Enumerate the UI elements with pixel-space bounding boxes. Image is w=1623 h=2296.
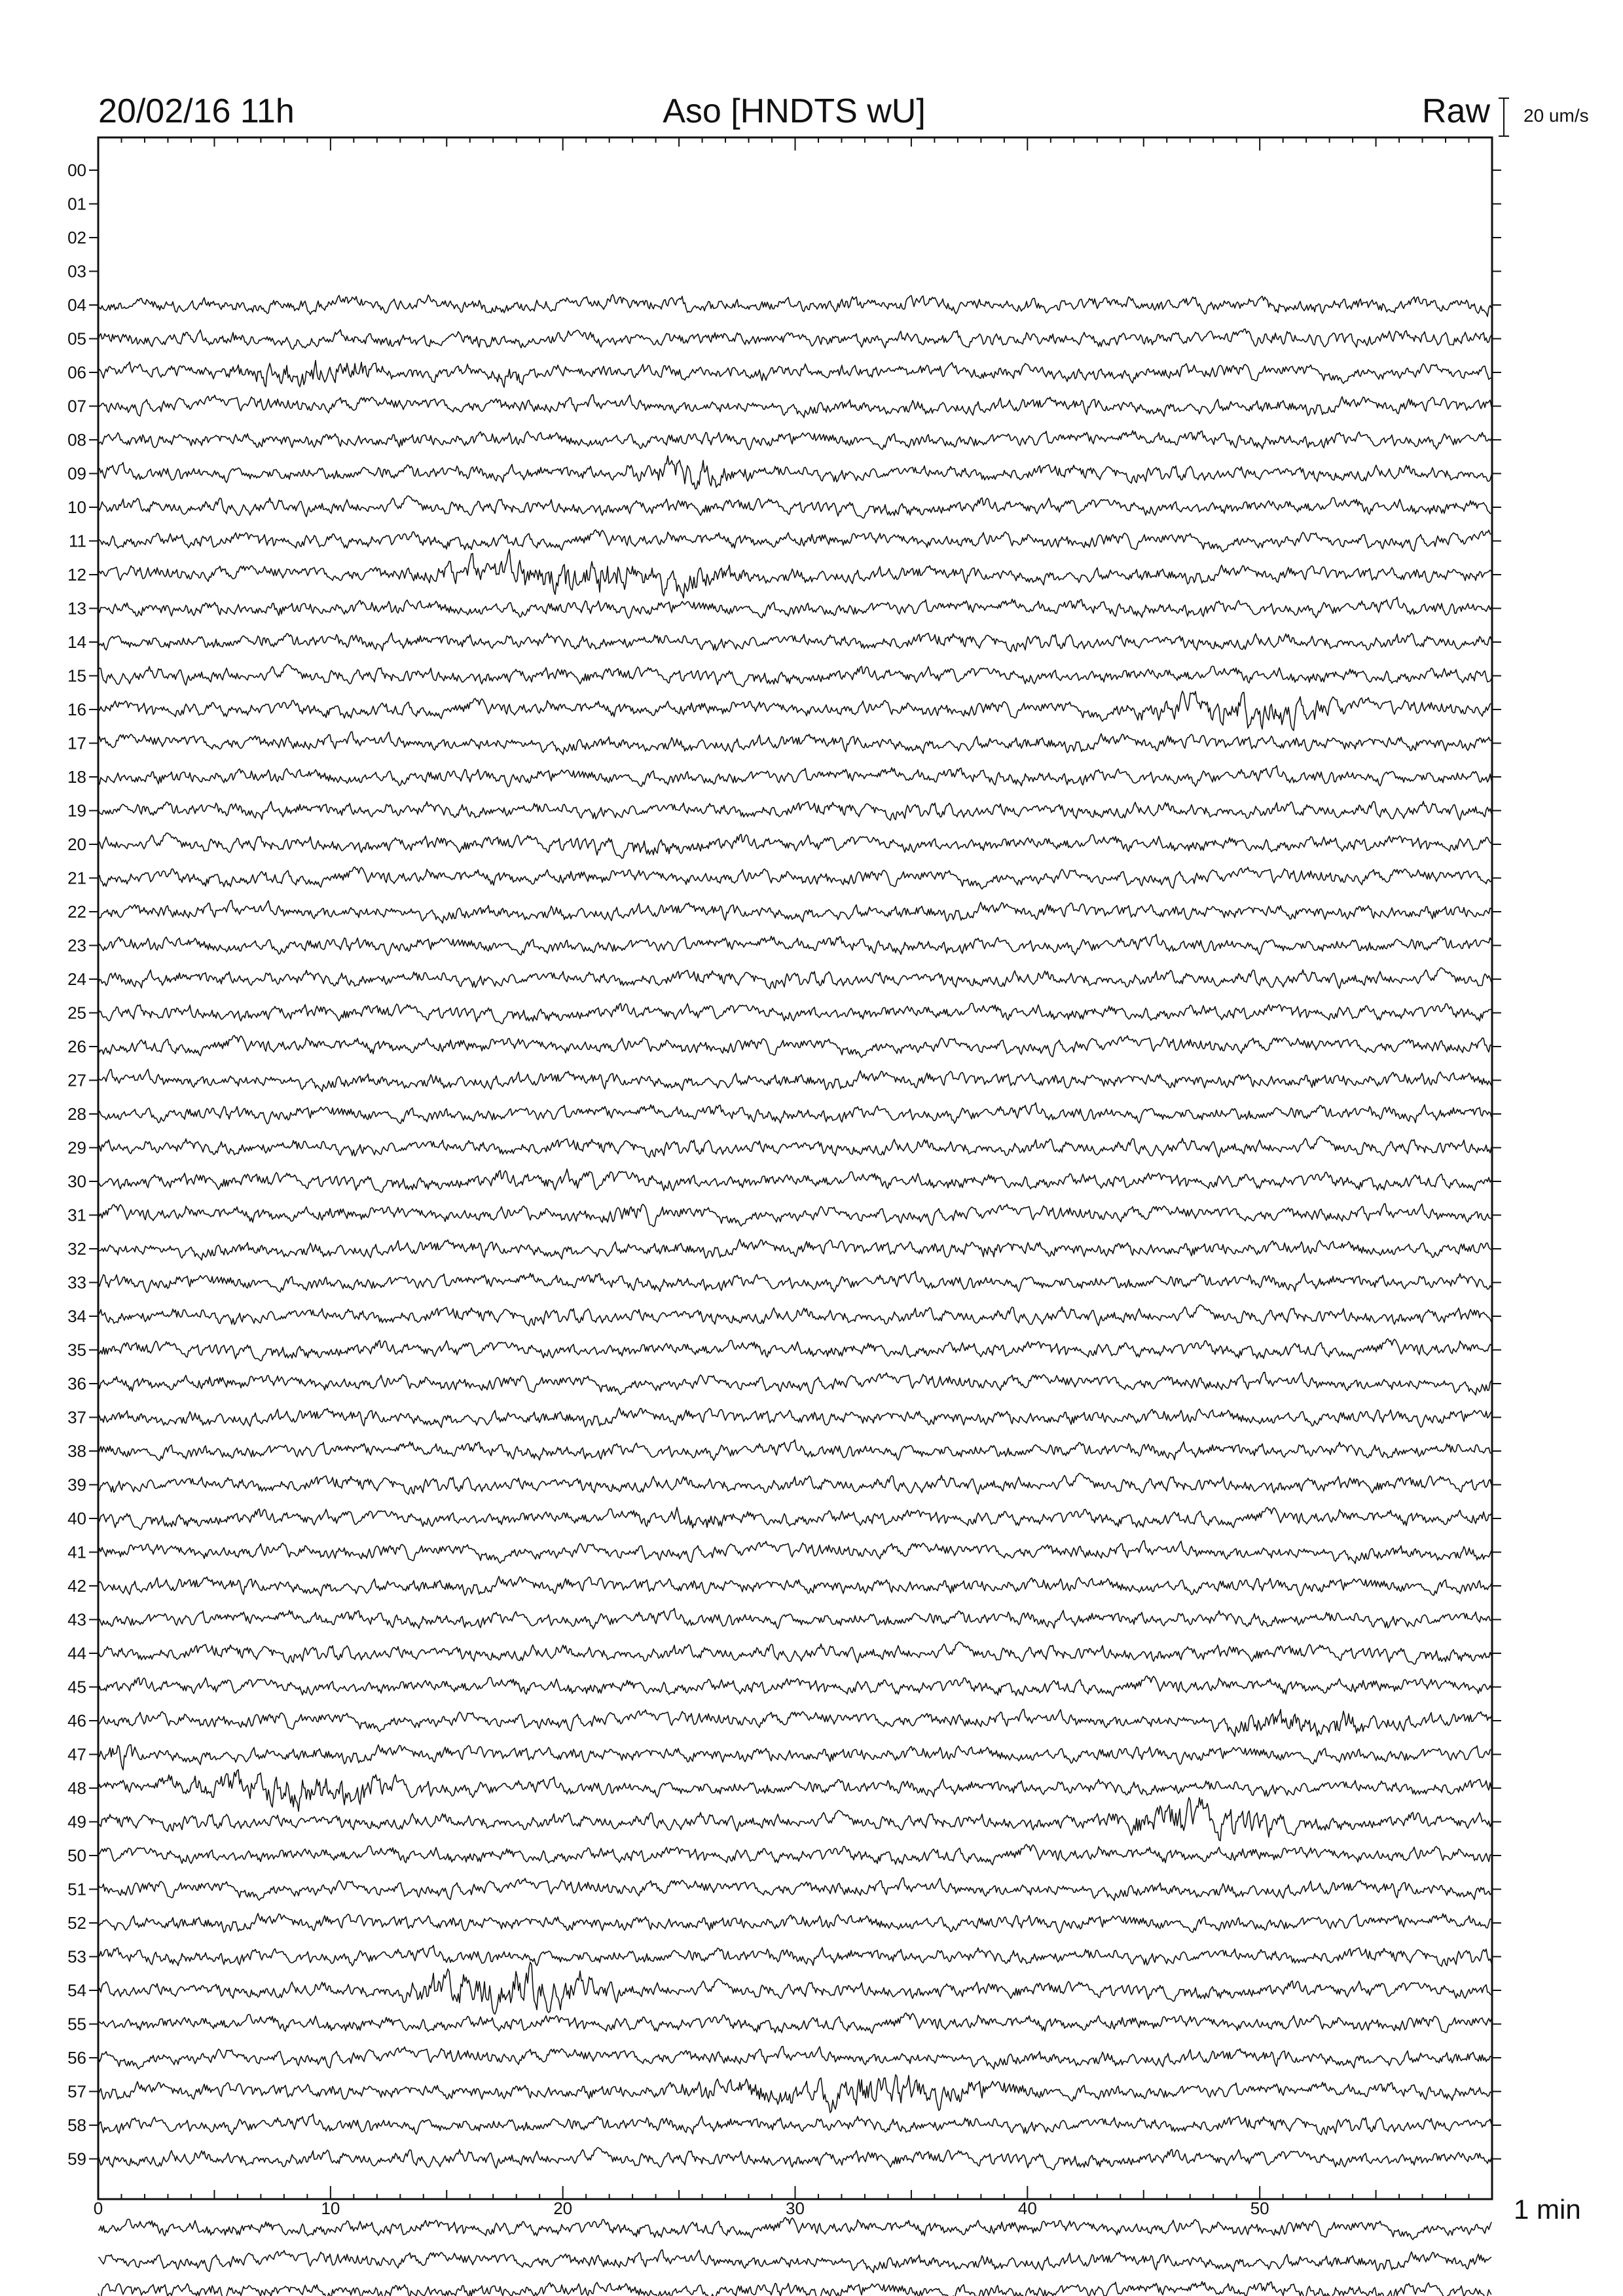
trace-row-41 xyxy=(98,1541,1491,1564)
continuation-traces xyxy=(98,2217,1491,2296)
hour-label-37: 37 xyxy=(67,1407,86,1427)
hour-label-03: 03 xyxy=(67,261,86,281)
trace-row-15 xyxy=(98,664,1491,687)
hour-label-15: 15 xyxy=(67,666,86,686)
trace-row-46 xyxy=(98,1710,1491,1737)
hour-label-34: 34 xyxy=(67,1306,86,1326)
trace-row-47 xyxy=(98,1745,1491,1770)
hour-label-22: 22 xyxy=(67,902,86,922)
x-tick-labels xyxy=(94,2198,1269,2218)
trace-row-09 xyxy=(98,456,1491,489)
trace-row-19 xyxy=(98,801,1491,820)
trace-row-29 xyxy=(98,1136,1491,1157)
trace-row-39 xyxy=(98,1473,1491,1494)
trace-row-37 xyxy=(98,1408,1491,1427)
hour-label-42: 42 xyxy=(67,1576,86,1596)
trace-row-20 xyxy=(98,833,1491,859)
x-tick-label-40: 40 xyxy=(1017,2198,1037,2218)
trace-row-54 xyxy=(98,1962,1491,2014)
x-tick-label-50: 50 xyxy=(1250,2198,1269,2218)
trace-row-58 xyxy=(98,2114,1491,2135)
trace-row-35 xyxy=(98,1339,1491,1361)
trace-row-08 xyxy=(98,431,1491,450)
hour-label-59: 59 xyxy=(67,2149,86,2169)
trace-row-07 xyxy=(98,395,1491,418)
trace-row-27 xyxy=(98,1069,1491,1092)
trace-row-44 xyxy=(98,1642,1491,1664)
hour-label-55: 55 xyxy=(67,2014,86,2034)
mode-label: Raw xyxy=(1421,92,1490,130)
trace-row-38 xyxy=(98,1440,1491,1461)
x-tick-label-30: 30 xyxy=(786,2198,805,2218)
trace-row-17 xyxy=(98,732,1491,755)
hour-label-33: 33 xyxy=(67,1272,86,1293)
hour-label-52: 52 xyxy=(67,1913,86,1933)
trace-row-16 xyxy=(98,691,1491,730)
hour-label-40: 40 xyxy=(67,1509,86,1528)
hour-label-07: 07 xyxy=(67,396,86,416)
trace-row-50 xyxy=(98,1844,1491,1865)
hour-label-24: 24 xyxy=(67,969,86,989)
trace-row-26 xyxy=(98,1035,1491,1058)
bottom-ticks xyxy=(98,2186,1492,2199)
hour-label-23: 23 xyxy=(67,935,86,956)
hour-label-50: 50 xyxy=(67,1846,86,1865)
trace-row-04 xyxy=(98,295,1491,317)
trace-row-10 xyxy=(98,496,1491,518)
hour-label-36: 36 xyxy=(67,1374,86,1393)
x-tick-label-10: 10 xyxy=(321,2198,340,2218)
hour-label-30: 30 xyxy=(67,1172,86,1191)
trace-row-43 xyxy=(98,1608,1491,1629)
trace-row-34 xyxy=(98,1305,1491,1326)
trace-row-45 xyxy=(98,1676,1491,1696)
hour-label-09: 09 xyxy=(67,463,86,484)
x-unit-label: 1 min xyxy=(1514,2194,1581,2225)
hour-label-54: 54 xyxy=(67,1981,86,2000)
trace-row-22 xyxy=(98,901,1491,924)
hour-label-11: 11 xyxy=(69,531,86,551)
hour-label-13: 13 xyxy=(67,598,86,619)
trace-row-53 xyxy=(98,1945,1491,1966)
trace-row-57 xyxy=(98,2075,1491,2113)
hour-label-41: 41 xyxy=(67,1542,86,1562)
trace-row-06 xyxy=(98,361,1491,387)
hour-label-14: 14 xyxy=(67,632,86,652)
trace-row-40 xyxy=(98,1507,1491,1530)
trace-row-33 xyxy=(98,1271,1491,1292)
hour-label-44: 44 xyxy=(67,1643,86,1663)
hour-label-53: 53 xyxy=(67,1946,86,1967)
trace-row-52 xyxy=(98,1913,1491,1933)
hour-label-00: 00 xyxy=(67,160,86,180)
hour-label-27: 27 xyxy=(67,1070,86,1090)
x-tick-label-0: 0 xyxy=(93,2198,103,2218)
trace-row-51 xyxy=(98,1878,1491,1901)
x-tick-label-20: 20 xyxy=(553,2198,573,2218)
hour-label-16: 16 xyxy=(67,700,86,719)
trace-row-14 xyxy=(98,633,1491,652)
trace-row-59 xyxy=(98,2147,1491,2170)
traces xyxy=(98,295,1491,2170)
hour-label-38: 38 xyxy=(67,1441,86,1461)
continuation-trace xyxy=(98,2282,1491,2296)
trace-row-28 xyxy=(98,1103,1491,1124)
trace-row-24 xyxy=(98,968,1491,989)
trace-row-32 xyxy=(98,1239,1491,1260)
trace-row-18 xyxy=(98,766,1491,787)
side-ticks xyxy=(89,170,1501,2159)
hour-label-48: 48 xyxy=(67,1778,86,1798)
hour-label-19: 19 xyxy=(67,800,86,821)
continuation-trace xyxy=(98,2250,1491,2273)
trace-row-49 xyxy=(98,1797,1491,1840)
hour-label-29: 29 xyxy=(67,1138,86,1158)
hour-label-12: 12 xyxy=(67,565,86,584)
hour-label-51: 51 xyxy=(67,1879,86,1899)
hour-label-17: 17 xyxy=(67,733,86,753)
hour-label-10: 10 xyxy=(67,497,86,517)
hour-label-01: 01 xyxy=(67,194,86,214)
trace-row-23 xyxy=(98,934,1491,955)
hour-label-20: 20 xyxy=(67,834,86,854)
hour-label-35: 35 xyxy=(67,1340,86,1360)
hour-label-25: 25 xyxy=(67,1003,86,1023)
chart-title: Aso [HNDTS wU] xyxy=(663,92,926,130)
hour-label-32: 32 xyxy=(67,1239,86,1259)
hour-label-08: 08 xyxy=(67,430,86,450)
hour-label-04: 04 xyxy=(67,295,86,315)
hour-label-46: 46 xyxy=(67,1711,86,1731)
trace-row-56 xyxy=(98,2047,1491,2070)
hour-label-45: 45 xyxy=(67,1677,86,1697)
trace-row-55 xyxy=(98,2013,1491,2034)
trace-row-13 xyxy=(98,597,1491,618)
trace-row-11 xyxy=(98,530,1491,552)
hour-label-26: 26 xyxy=(67,1037,86,1056)
scale-bar xyxy=(1499,98,1509,136)
top-ticks xyxy=(98,137,1492,151)
trace-row-36 xyxy=(98,1372,1491,1395)
hour-label-31: 31 xyxy=(67,1205,86,1225)
hour-label-49: 49 xyxy=(67,1812,86,1832)
trace-row-12 xyxy=(98,549,1491,598)
trace-row-48 xyxy=(98,1770,1491,1812)
trace-row-21 xyxy=(98,867,1491,889)
date-label: 20/02/16 11h xyxy=(98,92,295,130)
hour-label-43: 43 xyxy=(67,1609,86,1630)
trace-row-31 xyxy=(98,1204,1491,1227)
hour-label-39: 39 xyxy=(67,1475,86,1495)
hour-labels xyxy=(67,160,86,2169)
hour-label-56: 56 xyxy=(67,2048,86,2068)
hour-label-28: 28 xyxy=(67,1104,86,1124)
trace-row-05 xyxy=(98,329,1491,350)
hour-label-06: 06 xyxy=(67,363,86,382)
trace-row-25 xyxy=(98,1003,1491,1024)
scale-label: 20 um/s xyxy=(1523,105,1589,126)
hour-label-47: 47 xyxy=(67,1744,86,1765)
hour-label-02: 02 xyxy=(67,228,86,247)
hour-label-57: 57 xyxy=(67,2081,86,2102)
hour-label-05: 05 xyxy=(67,329,86,349)
hour-label-58: 58 xyxy=(67,2115,86,2135)
trace-row-30 xyxy=(98,1169,1491,1193)
hour-label-18: 18 xyxy=(67,767,86,787)
hour-label-21: 21 xyxy=(67,868,86,888)
trace-row-42 xyxy=(98,1576,1491,1596)
continuation-trace xyxy=(98,2217,1491,2240)
